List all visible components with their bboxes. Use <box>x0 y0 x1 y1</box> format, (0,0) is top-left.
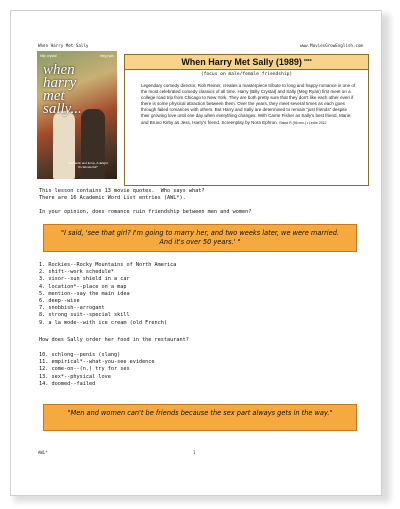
movie-poster <box>37 51 117 179</box>
document-page <box>10 10 382 496</box>
synopsis-rating: Rated R (96 min.) • Lexile 2012 <box>279 120 327 125</box>
list-item: 6. deep--wise <box>39 298 80 305</box>
list-item: 4. location*--place on a map <box>39 283 127 290</box>
footer-awl-note: AWL* <box>38 450 48 455</box>
synopsis-text: Legendary comedy director, Rob Reiner, creates a masterpiece tribute to long and happy romance in one of the most celebrated comedy classics of all time. Harry (Billy Crystal) and Sally (Meg Ryan) first meet on a college road trip from Chicago to New York. They are both pretty sure that they don't like each other even if there is some physical attraction between them. Over the years, they meet several times as each goes through failed romances with others. But Harry and Sally are determined to remain "just friends" despite their growing love until one day when everything changes. With Carrie Fisher as Sally's best friend, Marie, and Bruno Kirby as Jess, Harry's friend. Screenplay by Nora Ephron. <box>141 83 356 125</box>
vocab-list-2 <box>39 352 155 388</box>
poster-actor-right: meg ryan <box>99 54 114 58</box>
list-item: 13. sex*--physical love <box>39 373 111 380</box>
list-item: 11. empirical*--what-you-see evidence <box>39 359 155 366</box>
movie-focus: (focus on male/female friendship) <box>200 72 293 77</box>
list-item: 2. shift--work schedule* <box>39 269 114 276</box>
vocab-list-1 <box>39 262 176 327</box>
list-item: 3. visor--sun shield in a car <box>39 276 130 283</box>
list-item: 14. doomed--failed <box>39 380 96 387</box>
poster-tagline: "Romantic and funny. A delight. It's Wonderful!" <box>67 161 109 169</box>
list-item: 8. strong suit--special skill <box>39 312 130 319</box>
movie-info-box <box>124 54 369 186</box>
list-item: 12. come-on--(n.) try for sex <box>39 366 130 373</box>
poster-title: when harry met sally... <box>43 62 82 117</box>
intro-line-2: There are 16 Academic Word List entries (AWL*). <box>39 195 186 201</box>
poster-actors <box>40 54 114 58</box>
movie-title-bar <box>125 55 368 70</box>
header-website: www.MoviesGrowEnglish.com <box>299 43 363 48</box>
movie-title: When Harry Met Sally <box>181 57 274 67</box>
page-number: 1 <box>193 450 196 455</box>
list-item: 5. mention--say the main idea <box>39 290 130 297</box>
poster-actor-left: billy crystal <box>40 54 57 58</box>
movie-year: (1989) <box>275 57 302 67</box>
question-2: How does Sally order her food in the restaurant? <box>39 337 189 343</box>
list-item: 9. a la mode--with ice cream (old French) <box>39 319 168 326</box>
list-item: 7. snobbish--arrogant <box>39 305 105 312</box>
list-item: 10. schlong--penis (slang) <box>39 352 121 358</box>
quote-box-2: "Men and women can't be friends because the sex part always gets in the way." <box>43 404 357 431</box>
list-item: 1. Rockies--Rocky Mountains of North America <box>39 262 177 268</box>
intro-line-1: This lesson contains 13 movie quotes. Who says what? <box>39 188 205 194</box>
star-rating: **** <box>303 59 312 65</box>
question-1: In your opinion, does romance ruin friendship between men and women? <box>39 209 252 215</box>
quote-box-1: "I said, 'see that girl? I'm going to marry her, and two weeks later, we were married. And it's over 50 years.' " <box>43 224 357 252</box>
header-title: When Harry Met Sally <box>38 43 89 48</box>
movie-synopsis <box>141 83 356 126</box>
